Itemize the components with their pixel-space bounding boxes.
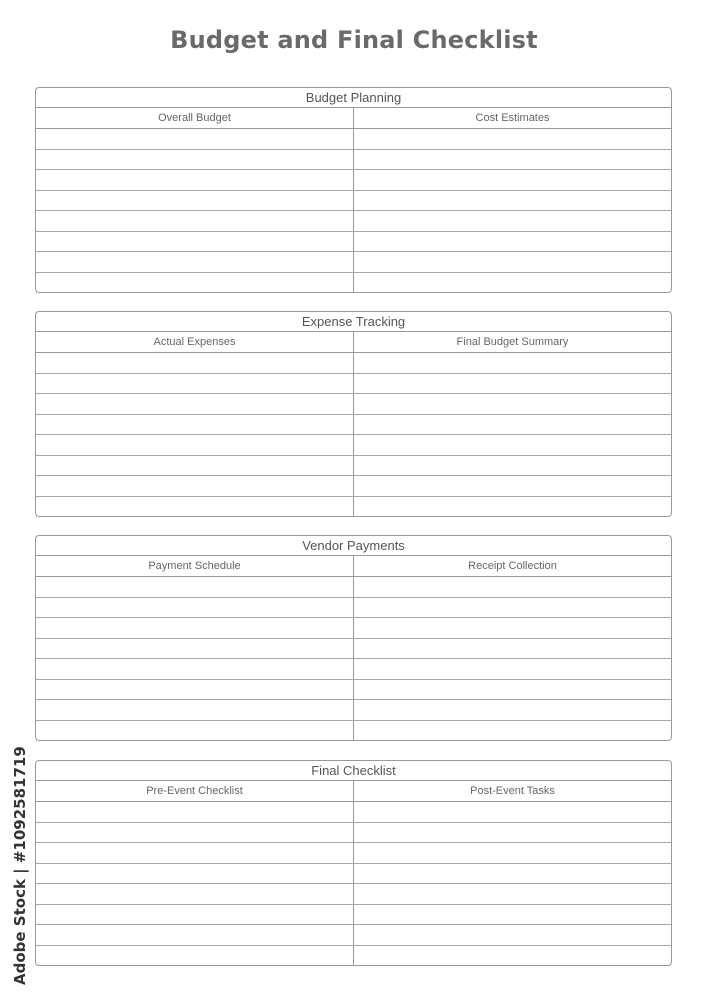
entry-cell[interactable] (353, 905, 671, 925)
entry-row (36, 394, 671, 415)
entry-cell[interactable] (353, 598, 671, 618)
entry-row (36, 211, 671, 232)
column-header-right: Final Budget Summary (353, 332, 671, 352)
entry-cell[interactable] (36, 843, 353, 863)
entry-cell[interactable] (353, 353, 671, 373)
entry-cell[interactable] (36, 170, 353, 190)
column-headers (36, 108, 671, 129)
column-header-right: Cost Estimates (353, 108, 671, 128)
column-header-right: Receipt Collection (353, 556, 671, 576)
entry-cell[interactable] (353, 884, 671, 904)
entry-cell[interactable] (36, 497, 353, 518)
entry-cell[interactable] (36, 232, 353, 252)
section-title: Final Checklist (36, 761, 671, 781)
entry-row (36, 252, 671, 273)
entry-cell[interactable] (36, 680, 353, 700)
column-header-left: Payment Schedule (148, 560, 241, 572)
entry-row (36, 823, 671, 844)
section-title: Vendor Payments (36, 536, 671, 556)
entry-cell[interactable] (36, 353, 353, 373)
entry-cell[interactable] (36, 721, 353, 742)
entry-cell[interactable] (36, 618, 353, 638)
entry-cell[interactable] (353, 864, 671, 884)
page-title: Budget and Final Checklist (170, 26, 538, 54)
entry-cell[interactable] (36, 946, 353, 967)
column-headers (36, 781, 671, 802)
entry-row (36, 129, 671, 150)
section-final-checklist (35, 760, 672, 966)
column-header-left: Pre-Event Checklist (146, 785, 243, 797)
entry-cell[interactable] (36, 374, 353, 394)
entry-cell[interactable] (353, 823, 671, 843)
entry-row (36, 598, 671, 619)
entry-cell[interactable] (36, 273, 353, 294)
column-headers (36, 332, 671, 353)
entry-row (36, 577, 671, 598)
entry-cell[interactable] (353, 374, 671, 394)
entry-cell[interactable] (36, 211, 353, 231)
entry-cell[interactable] (36, 252, 353, 272)
entry-cell[interactable] (353, 191, 671, 211)
entry-cell[interactable] (36, 577, 353, 597)
entry-row (36, 905, 671, 926)
entry-rows (36, 353, 671, 516)
entry-cell[interactable] (353, 211, 671, 231)
entry-cell[interactable] (36, 598, 353, 618)
entry-cell[interactable] (353, 680, 671, 700)
entry-row (36, 170, 671, 191)
entry-row (36, 476, 671, 497)
entry-row (36, 884, 671, 905)
entry-cell[interactable] (36, 925, 353, 945)
entry-row (36, 435, 671, 456)
entry-cell[interactable] (36, 802, 353, 822)
entry-row (36, 946, 671, 967)
entry-row (36, 659, 671, 680)
entry-row (36, 353, 671, 374)
entry-row (36, 618, 671, 639)
entry-cell[interactable] (353, 435, 671, 455)
entry-cell[interactable] (353, 150, 671, 170)
entry-cell[interactable] (353, 232, 671, 252)
entry-rows (36, 129, 671, 292)
entry-row (36, 150, 671, 171)
entry-cell[interactable] (36, 884, 353, 904)
section-expense-tracking (35, 311, 672, 517)
entry-cell[interactable] (353, 946, 671, 967)
entry-cell[interactable] (353, 925, 671, 945)
entry-cell[interactable] (36, 639, 353, 659)
entry-cell[interactable] (36, 191, 353, 211)
entry-row (36, 864, 671, 885)
entry-row (36, 843, 671, 864)
section-budget-planning (35, 87, 672, 293)
entry-cell[interactable] (36, 905, 353, 925)
entry-row (36, 680, 671, 701)
entry-cell[interactable] (36, 129, 353, 149)
entry-rows (36, 802, 671, 965)
section-vendor-payments (35, 535, 672, 741)
entry-cell[interactable] (36, 435, 353, 455)
stock-watermark: Adobe Stock | #1092581719 (11, 746, 29, 985)
entry-cell[interactable] (353, 415, 671, 435)
entry-cell[interactable] (36, 659, 353, 679)
entry-row (36, 232, 671, 253)
entry-row (36, 925, 671, 946)
entry-cell[interactable] (353, 639, 671, 659)
entry-cell[interactable] (36, 415, 353, 435)
entry-row (36, 802, 671, 823)
entry-cell[interactable] (36, 823, 353, 843)
entry-rows (36, 577, 671, 740)
entry-cell[interactable] (353, 843, 671, 863)
entry-row (36, 456, 671, 477)
entry-cell[interactable] (353, 129, 671, 149)
entry-cell[interactable] (353, 476, 671, 496)
section-title: Expense Tracking (36, 312, 671, 332)
entry-cell[interactable] (36, 150, 353, 170)
entry-cell[interactable] (353, 273, 671, 294)
entry-cell[interactable] (353, 721, 671, 742)
entry-cell[interactable] (353, 659, 671, 679)
entry-row (36, 700, 671, 721)
entry-cell[interactable] (353, 497, 671, 518)
entry-cell[interactable] (353, 170, 671, 190)
entry-cell[interactable] (353, 252, 671, 272)
column-header-left: Overall Budget (158, 112, 231, 124)
section-title: Budget Planning (36, 88, 671, 108)
entry-row (36, 721, 671, 742)
entry-cell[interactable] (353, 700, 671, 720)
column-header-right: Post-Event Tasks (353, 781, 671, 801)
entry-cell[interactable] (36, 394, 353, 414)
entry-row (36, 639, 671, 660)
entry-cell[interactable] (36, 700, 353, 720)
entry-row (36, 497, 671, 518)
entry-cell[interactable] (353, 618, 671, 638)
entry-cell[interactable] (353, 577, 671, 597)
column-header-left: Actual Expenses (153, 336, 236, 348)
entry-row (36, 415, 671, 436)
entry-cell[interactable] (353, 802, 671, 822)
entry-cell[interactable] (353, 394, 671, 414)
entry-row (36, 191, 671, 212)
entry-row (36, 273, 671, 294)
column-headers (36, 556, 671, 577)
entry-cell[interactable] (36, 864, 353, 884)
entry-row (36, 374, 671, 395)
entry-cell[interactable] (353, 456, 671, 476)
entry-cell[interactable] (36, 476, 353, 496)
entry-cell[interactable] (36, 456, 353, 476)
